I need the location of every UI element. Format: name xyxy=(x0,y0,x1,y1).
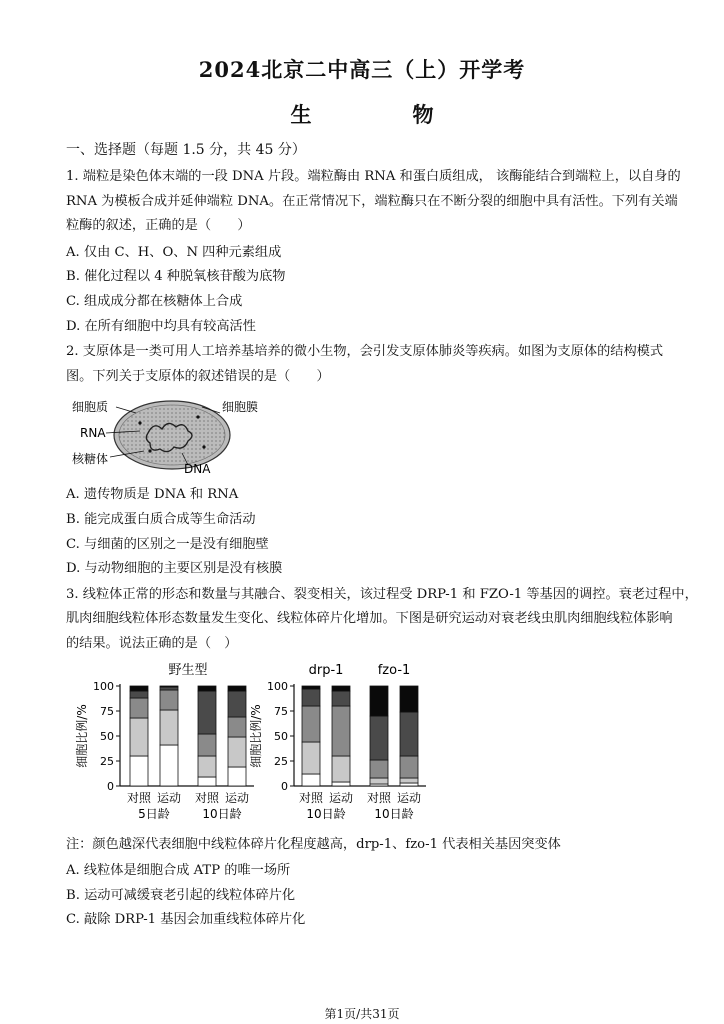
y-tick-label: 0 xyxy=(107,780,114,793)
bar-segment xyxy=(302,774,320,786)
bar-segment xyxy=(160,687,178,690)
bar-segment xyxy=(160,745,178,786)
label-membrane: 细胞膜 xyxy=(222,400,259,414)
group-label: 10日龄 xyxy=(374,807,414,821)
page-footer: 第1页/共31页 xyxy=(324,1007,400,1021)
bar-segment xyxy=(228,686,246,691)
label-ribosome: 核糖体 xyxy=(72,452,109,466)
bar-segment xyxy=(198,734,216,756)
y-tick-label: 25 xyxy=(274,755,288,768)
ribosome-dot xyxy=(196,415,199,418)
q3-stem-line: 3. 线粒体正常的形态和数量与其融合、裂变相关，该过程受 DRP-1 和 FZO-1 等基因的调控。衰老过程中， xyxy=(66,587,698,602)
bar-segment xyxy=(302,689,320,706)
q2-option-d: D. 与动物细胞的主要区别是没有核膜 xyxy=(66,561,283,576)
y-axis-label: 细胞比例/% xyxy=(75,704,89,768)
bar-segment xyxy=(198,686,216,691)
x-tick-label: 运动 xyxy=(156,791,182,805)
bar-segment xyxy=(160,690,178,710)
y-tick-label: 50 xyxy=(100,730,114,743)
y-tick-label: 100 xyxy=(93,680,114,693)
bar-segment xyxy=(130,756,148,786)
bar-segment xyxy=(228,767,246,786)
group-label: 5日龄 xyxy=(138,807,170,821)
bar-segment xyxy=(332,706,350,756)
x-tick-label: 对照 xyxy=(366,791,392,805)
bar-segment xyxy=(370,778,388,784)
y-tick-label: 0 xyxy=(281,780,288,793)
bar-segment xyxy=(332,782,350,786)
bar-segment xyxy=(400,778,418,783)
q1-option-b: B. 催化过程以 4 种脱氧核苷酸为底物 xyxy=(66,269,286,284)
bar-segment xyxy=(370,760,388,778)
mutant-title: drp-1 xyxy=(308,663,344,678)
q1-option-c: C. 组成成分都在核糖体上合成 xyxy=(66,294,243,309)
x-tick-label: 运动 xyxy=(328,791,354,805)
subject-title: 生 物 xyxy=(290,102,474,127)
q3-option-b: B. 运动可减缓衰老引起的线粒体碎片化 xyxy=(66,888,296,903)
q2-option-b: B. 能完成蛋白质合成等生命活动 xyxy=(66,512,256,527)
y-tick-label: 50 xyxy=(274,730,288,743)
bar-segment xyxy=(400,686,418,712)
x-tick-label: 运动 xyxy=(224,791,250,805)
y-tick-label: 100 xyxy=(267,680,288,693)
bar-segment xyxy=(400,783,418,786)
q3-note: 注：颜色越深代表细胞中线粒体碎片化程度越高，drp-1、fzo-1 代表相关基因突变体 xyxy=(66,837,561,852)
ribosome-dot xyxy=(148,449,151,452)
q3-stem-line: 的结果。说法正确的是（ ） xyxy=(66,636,238,651)
cytoplasm-shape xyxy=(119,405,225,465)
label-dna: DNA xyxy=(184,462,211,475)
y-tick-label: 75 xyxy=(274,705,288,718)
panel-title: 野生型 xyxy=(168,663,208,678)
bar-segment xyxy=(370,686,388,716)
bar-segment xyxy=(198,777,216,786)
label-rna: RNA xyxy=(80,426,106,440)
q1-stem-line: RNA 为模板合成并延伸端粒 DNA。在正常情况下，端粒酶只在不断分裂的细胞中具有活性。下列有关端 xyxy=(66,194,678,209)
y-tick-label: 25 xyxy=(100,755,114,768)
group-label: 10日龄 xyxy=(202,807,242,821)
bar-segment xyxy=(228,691,246,717)
label-cytoplasm: 细胞质 xyxy=(72,400,109,414)
mycoplasma-diagram xyxy=(70,395,270,475)
bar-segment xyxy=(130,718,148,756)
q2-stem-line: 图。下列关于支原体的叙述错误的是（ ） xyxy=(66,369,330,384)
ribosome-dot xyxy=(138,421,141,424)
ribosome-dot xyxy=(202,445,205,448)
bar-segment xyxy=(130,691,148,698)
q1-stem-line: 1. 端粒是染色体末端的一段 DNA 片段。端粒酶由 RNA 和蛋白质组成， 该酶能结合到端粒上，以自身的 xyxy=(66,169,681,184)
bar-segment xyxy=(302,742,320,774)
y-axis-label: 细胞比例/% xyxy=(249,704,263,768)
bar-segment xyxy=(160,686,178,687)
bar-segment xyxy=(302,686,320,689)
x-tick-label: 运动 xyxy=(396,791,422,805)
bar-segment xyxy=(228,737,246,767)
section-heading: 一、选择题（每题 1.5 分，共 45 分） xyxy=(66,142,306,158)
bar-segment xyxy=(400,712,418,756)
bar-segment xyxy=(332,691,350,706)
q1-option-a: A. 仅由 C、H、O、N 四种元素组成 xyxy=(66,245,282,260)
bar-segment xyxy=(228,717,246,737)
bar-segment xyxy=(130,698,148,718)
bar-segment xyxy=(332,686,350,691)
bar-segment xyxy=(198,756,216,777)
bar-segment xyxy=(332,756,350,782)
bar-segment xyxy=(160,710,178,745)
q2-option-c: C. 与细菌的区别之一是没有细胞壁 xyxy=(66,537,269,552)
bar-segment xyxy=(370,716,388,760)
q3-option-c: C. 敲除 DRP-1 基因会加重线粒体碎片化 xyxy=(66,912,306,927)
q2-stem-line: 2. 支原体是一类可用人工培养基培养的微小生物，会引发支原体肺炎等疾病。如图为支原体的结构模式 xyxy=(66,344,664,359)
x-tick-label: 对照 xyxy=(126,791,152,805)
q3-option-a: A. 线粒体是细胞合成 ATP 的唯一场所 xyxy=(66,863,291,878)
q2-option-a: A. 遗传物质是 DNA 和 RNA xyxy=(66,487,239,502)
y-tick-label: 75 xyxy=(100,705,114,718)
x-tick-label: 对照 xyxy=(194,791,220,805)
q3-stem-line: 肌肉细胞线粒体形态数量发生变化、线粒体碎片化增加。下图是研究运动对衰老线虫肌肉细胞线粒体影响 xyxy=(66,611,673,626)
page-title: 2024北京二中高三（上）开学考 xyxy=(198,57,526,82)
mitochondria-bar-chart xyxy=(70,660,670,832)
bar-segment xyxy=(400,756,418,778)
q1-stem-line: 粒酶的叙述，正确的是（ ） xyxy=(66,218,251,233)
q1-option-d: D. 在所有细胞中均具有较高活性 xyxy=(66,319,256,334)
bar-segment xyxy=(198,691,216,734)
bar-segment xyxy=(130,686,148,691)
group-label: 10日龄 xyxy=(306,807,346,821)
mutant-title: fzo-1 xyxy=(377,663,411,678)
bar-segment xyxy=(302,706,320,742)
x-tick-label: 对照 xyxy=(298,791,324,805)
